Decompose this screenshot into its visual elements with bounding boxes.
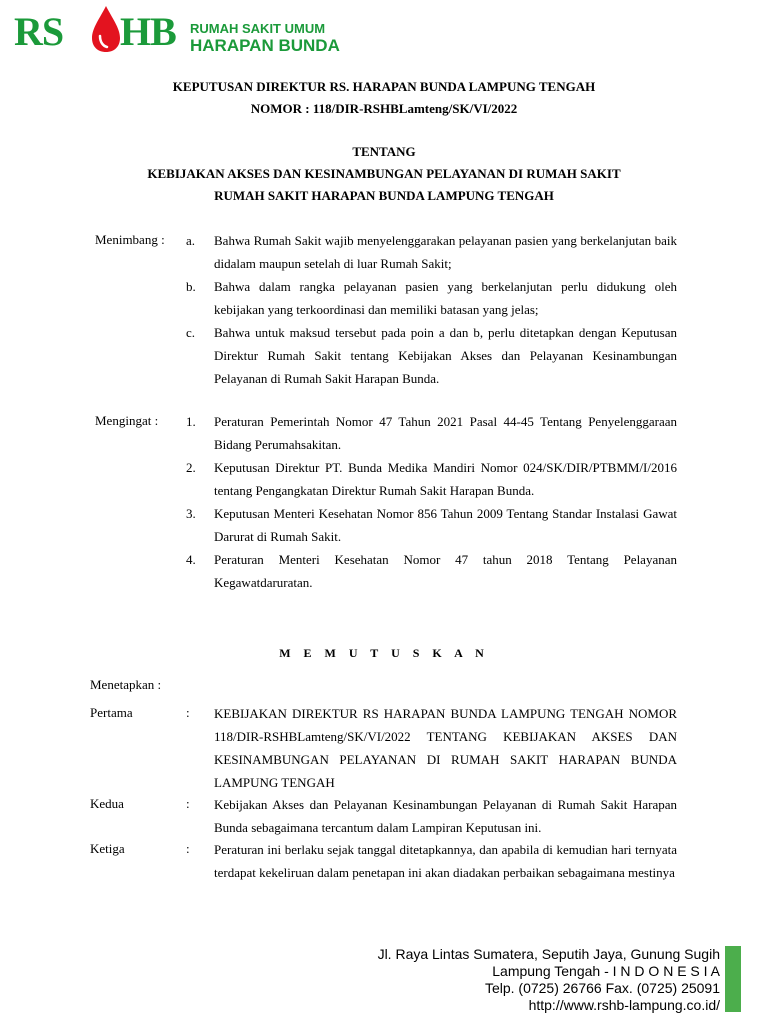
item-marker: b. <box>186 279 196 294</box>
item-marker: 2. <box>186 460 196 475</box>
footer-green-bar <box>725 946 741 1012</box>
menimbang-list <box>186 229 677 390</box>
footer-url[interactable]: http://www.rshb-lampung.co.id/ <box>528 997 720 1013</box>
list-item <box>186 456 677 502</box>
tentang-heading: TENTANG <box>352 144 416 159</box>
item-text: Bahwa untuk maksud tersebut pada poin a dan b, perlu ditetapkan dengan Keputusan Direktur Rumah Sakit tentang Kebijakan Akses dan Pelayanan Kesinambungan Pelayanan di Rumah Sakit Harapan Bunda. <box>214 325 677 386</box>
logo-rs-text: RS <box>14 9 64 54</box>
list-item <box>186 275 677 321</box>
item-text: Bahwa Rumah Sakit wajib menyelenggarakan pelayanan pasien yang berkelanjutan baik didalam maupun setelah di luar Rumah Sakit; <box>214 233 677 271</box>
ketiga-colon: : <box>186 841 190 856</box>
decree-title: KEPUTUSAN DIREKTUR RS. HARAPAN BUNDA LAMPUNG TENGAH <box>172 79 596 94</box>
item-marker: 1. <box>186 414 196 429</box>
item-marker: 4. <box>186 552 196 567</box>
mengingat-label: Mengingat : <box>95 413 159 428</box>
item-marker: a. <box>186 233 196 248</box>
kedua-colon: : <box>186 796 190 811</box>
pertama-text: KEBIJAKAN DIREKTUR RS HARAPAN BUNDA LAMPUNG TENGAH NOMOR 118/DIR-RSHBLamteng/SK/VI/2022 TENTANG KEBIJAKAN AKSES DAN KESINAMBUNGAN PELAYANAN DI RUMAH SAKIT HARAPAN BUNDA LAMPUNG TENGAH <box>214 706 677 790</box>
menetapkan-label: Menetapkan : <box>90 677 162 692</box>
ketiga-text: Peraturan ini berlaku sejak tanggal ditetapkannya, dan apabila di kemudian hari ternyata terdapat kekeliruan dalam penetapan ini akan diadakan perbaikan sebagaimana mestinya <box>214 842 677 880</box>
list-item <box>186 229 677 275</box>
logo-subtitle-line1: RUMAH SAKIT UMUM <box>190 21 326 36</box>
logo-subtitle-line2: HARAPAN BUNDA <box>190 36 340 55</box>
list-item <box>186 321 677 390</box>
decree-number: NOMOR : 118/DIR-RSHBLamteng/SK/VI/2022 <box>250 101 518 116</box>
subject-line1: KEBIJAKAN AKSES DAN KESINAMBUNGAN PELAYANAN DI RUMAH SAKIT <box>147 166 621 181</box>
pertama-label: Pertama <box>90 705 133 720</box>
item-marker: 3. <box>186 506 196 521</box>
list-item <box>186 548 677 594</box>
ketiga-label: Ketiga <box>90 841 125 856</box>
menimbang-label: Menimbang : <box>95 232 165 247</box>
item-text: Keputusan Direktur PT. Bunda Medika Mandiri Nomor 024/SK/DIR/PTBMM/I/2016 tentang Pengangkatan Direktur Rumah Sakit Harapan Bunda. <box>214 460 677 498</box>
memutuskan-heading: M E M U T U S K A N <box>279 646 489 660</box>
blood-drop-icon <box>90 4 122 54</box>
pertama-colon: : <box>186 705 190 720</box>
item-text: Keputusan Menteri Kesehatan Nomor 856 Tahun 2009 Tentang Standar Instalasi Gawat Darurat di Rumah Sakit. <box>214 506 677 544</box>
list-item <box>186 410 677 456</box>
subject-line2: RUMAH SAKIT HARAPAN BUNDA LAMPUNG TENGAH <box>214 188 554 203</box>
list-item <box>186 502 677 548</box>
item-text: Peraturan Pemerintah Nomor 47 Tahun 2021 Pasal 44-45 Tentang Penyelenggaraan Bidang Perumahsakitan. <box>214 414 677 452</box>
logo-hb-text: HB <box>120 9 176 54</box>
footer-address-block <box>378 946 720 1014</box>
item-text: Peraturan Menteri Kesehatan Nomor 47 tahun 2018 Tentang Pelayanan Kegawatdaruratan. <box>214 552 677 590</box>
item-text: Bahwa dalam rangka pelayanan pasien yang berkelanjutan perlu didukung oleh kebijakan yang terkoordinasi dan memiliki batasan yang jelas; <box>214 279 677 317</box>
hospital-logo <box>14 4 364 56</box>
footer-phone: Telp. (0725) 26766 Fax. (0725) 25091 <box>484 980 720 996</box>
kedua-label: Kedua <box>90 796 124 811</box>
mengingat-list <box>186 410 677 594</box>
item-marker: c. <box>186 325 196 340</box>
footer-address: Jl. Raya Lintas Sumatera, Seputih Jaya, Gunung Sugih <box>377 946 720 962</box>
kedua-text: Kebijakan Akses dan Pelayanan Kesinambungan Pelayanan di Rumah Sakit Harapan Bunda sebagaimana tercantum dalam Lampiran Keputusan ini. <box>214 797 677 835</box>
footer-region: Lampung Tengah - I N D O N E S I A <box>492 963 720 979</box>
